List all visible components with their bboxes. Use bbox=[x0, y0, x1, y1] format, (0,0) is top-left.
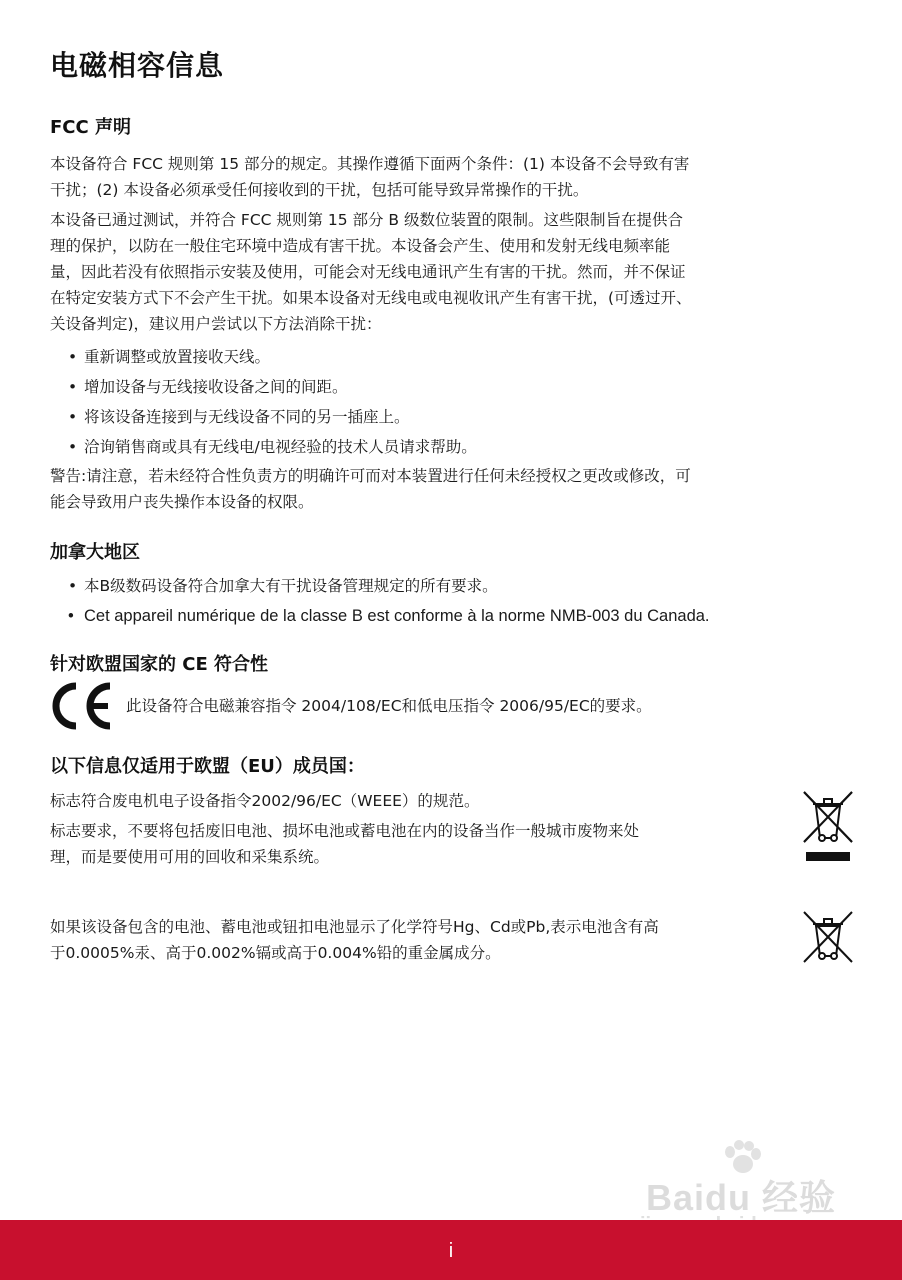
crossed-bin-with-bar-icon bbox=[800, 790, 856, 866]
fcc-p2-line: 理的保护，以防在一般住宅环境中造成有害干扰。本设备会产生、使用和发射无线电频率能 bbox=[50, 237, 671, 255]
fcc-p2-line: 本设备已通过测试，并符合 FCC 规则第 15 部分 B 级数位装置的限制。这些限制旨在提供合 bbox=[50, 211, 683, 229]
fcc-p2-line: 在特定安装方式下不会产生干扰。如果本设备对无线电或电视收讯产生有害干扰，(可透过开、 bbox=[50, 289, 692, 307]
crossed-bin-icon bbox=[800, 910, 856, 966]
fcc-paragraph-2 bbox=[50, 207, 692, 337]
fcc-p1-line: 本设备符合 FCC 规则第 15 部分的规定。其操作遵循下面两个条件：(1) 本设备不会导致有害 bbox=[50, 155, 690, 173]
disposal-paragraph bbox=[50, 818, 639, 870]
fcc-heading: FCC 声明 bbox=[50, 117, 131, 138]
battery-line: 如果该设备包含的电池、蓄电池或钮扣电池显示了化学符号Hg、Cd或Pb,表示电池含有高 bbox=[50, 918, 659, 936]
paw-icon bbox=[722, 1140, 762, 1174]
fcc-paragraph-1 bbox=[50, 151, 689, 203]
list-item: • Cet appareil numérique de la classe B est conforme à la norme NMB-003 du Canada. bbox=[66, 601, 710, 631]
battery-line: 于0.0005%汞、高于0.002%镉或高于0.004%铅的重金属成分。 bbox=[50, 944, 501, 962]
list-item: • 本B级数码设备符合加拿大有干扰设备管理规定的所有要求。 bbox=[66, 571, 498, 601]
fcc-p1-line: 干扰；(2) 本设备必须承受任何接收到的干扰，包括可能导致异常操作的干扰。 bbox=[50, 181, 589, 199]
list-item: • 将该设备连接到与无线设备不同的另一插座上。 bbox=[66, 402, 477, 432]
canada-heading: 加拿大地区 bbox=[50, 542, 140, 563]
weee-line: 标志符合废电机电子设备指令2002/96/EC（WEEE）的规范。 bbox=[50, 792, 480, 810]
list-item: • 重新调整或放置接收天线。 bbox=[66, 342, 477, 372]
ce-heading: 针对欧盟国家的 CE 符合性 bbox=[50, 654, 269, 675]
page-title: 电磁相容信息 bbox=[50, 49, 225, 82]
canada-list-fr bbox=[66, 601, 710, 631]
ce-statement: 此设备符合电磁兼容指令 2004/108/EC和低电压指令 2006/95/EC的要求。 bbox=[126, 697, 652, 715]
fcc-remedies-list bbox=[66, 342, 477, 462]
warning-line: 警告:请注意，若未经符合性负责方的明确许可而对本装置进行任何未经授权之更改或修改，可 bbox=[50, 467, 691, 485]
warning-line: 能会导致用户丧失操作本设备的权限。 bbox=[50, 493, 314, 511]
fcc-warning bbox=[50, 463, 691, 515]
list-item: • 增加设备与无线接收设备之间的间距。 bbox=[66, 372, 477, 402]
fcc-p2-line: 量，因此若没有依照指示安装及使用，可能会对无线电通讯产生有害的干扰。然而，并不保证 bbox=[50, 263, 686, 281]
watermark bbox=[640, 1140, 870, 1230]
disposal-line: 标志要求，不要将包括废旧电池、损坏电池或蓄电池在内的设备当作一般城市废物来处 bbox=[50, 822, 640, 840]
battery-paragraph bbox=[50, 914, 659, 966]
canada-list bbox=[66, 571, 498, 601]
watermark-logo: Baidu 经验 bbox=[646, 1177, 837, 1218]
list-item: • 洽询销售商或具有无线电/电视经验的技术人员请求帮助。 bbox=[66, 432, 477, 462]
fcc-p2-line: 关设备判定)，建议用户尝试以下方法消除干扰： bbox=[50, 315, 382, 333]
ce-mark-icon bbox=[46, 680, 116, 732]
page-number: i bbox=[448, 1240, 454, 1262]
eu-heading: 以下信息仅适用于欧盟（EU）成员国： bbox=[50, 756, 365, 777]
disposal-line: 理，而是要使用可用的回收和采集系统。 bbox=[50, 848, 330, 866]
